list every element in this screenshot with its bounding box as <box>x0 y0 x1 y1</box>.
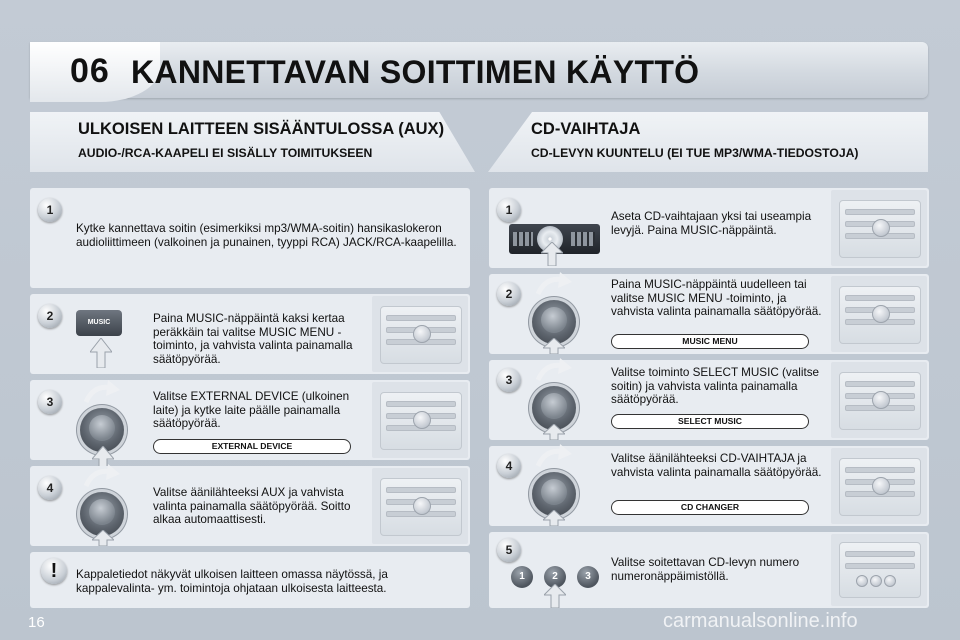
select-music-label: SELECT MUSIC <box>611 414 809 429</box>
step-number-badge: 1 <box>38 198 62 222</box>
step-number-badge: 2 <box>497 282 521 306</box>
external-device-label: EXTERNAL DEVICE <box>153 439 351 454</box>
arrow-up-icon <box>543 510 565 526</box>
step-number-badge: 5 <box>497 538 521 562</box>
step-number-badge: 3 <box>38 390 62 414</box>
radio-face-icon <box>380 306 462 364</box>
warning-icon: ! <box>41 558 67 584</box>
left-section-subtitle: AUDIO-/RCA-KAAPELI EI SISÄLLY TOIMITUKSEEN <box>78 146 373 160</box>
step-number-badge: 2 <box>38 304 62 328</box>
step-number-badge: 1 <box>497 198 521 222</box>
radio-face-icon <box>380 392 462 450</box>
right-section-subtitle: CD-LEVYN KUUNTELU (EI TUE MP3/WMA-TIEDOSTOJA) <box>531 146 859 160</box>
left-section-title: ULKOISEN LAITTEEN SISÄÄNTULOSSA (AUX) <box>78 120 445 138</box>
arrow-up-icon <box>543 424 565 440</box>
rotate-arrow-icon <box>84 380 120 406</box>
chapter-number: 06 <box>70 52 110 90</box>
right-step-3-text: Valitse toiminto SELECT MUSIC (valitse soitin) ja vahvista valinta painamalla säätöpyörää. <box>611 366 820 407</box>
right-step-2-text: Paina MUSIC-näppäintä uudelleen tai valitse MUSIC MENU -toiminto, ja vahvista valinta painamalla säätöpyörää. <box>611 278 822 319</box>
rotate-arrow-icon <box>536 444 572 470</box>
radio-face-icon <box>380 478 462 536</box>
step-number-badge: 3 <box>497 368 521 392</box>
left-step-1-text: Kytke kannettava soitin (esimerkiksi mp3/WMA-soitin) hansikaslokeron audioliittimeen (valkoinen ja punainen, tyyppi RCA) JACK/RCA-kaapelilla. <box>76 222 457 249</box>
number-key-3-icon: 3 <box>577 566 599 588</box>
radio-face-icon <box>839 200 921 258</box>
arrow-up-icon <box>92 530 114 546</box>
left-step-2-text: Paina MUSIC-näppäintä kaksi kertaa peräkkäin tai valitse MUSIC MENU -toiminto, ja vahvista valinta painamalla säätöpyörää. <box>153 312 353 366</box>
radio-face-icon <box>839 372 921 430</box>
step-number-badge: 4 <box>497 454 521 478</box>
rotate-arrow-icon <box>536 358 572 384</box>
right-section-title: CD-VAIHTAJA <box>531 120 641 138</box>
note-text: Kappaletiedot näkyvät ulkoisen laitteen omassa näytössä, ja kappalevalinta- ym. toimintoja ohjataan ulkoisesta laitteesta. <box>76 568 388 595</box>
right-step-5-text: Valitse soitettavan CD-levyn numero numeronäppäimistöllä. <box>611 556 800 583</box>
rotate-arrow-icon <box>84 464 120 490</box>
right-step-4-text: Valitse äänilähteeksi CD-VAIHTAJA ja vahvista valinta painamalla säätöpyörää. <box>611 452 822 479</box>
radio-face-icon <box>839 286 921 344</box>
arrow-up-icon <box>544 584 566 608</box>
music-key-icon: MUSIC <box>76 310 122 336</box>
left-step-4-text: Valitse äänilähteeksi AUX ja vahvista valinta painamalla säätöpyörää. Soitto alkaa automaattisesti. <box>153 486 351 527</box>
music-menu-label: MUSIC MENU <box>611 334 809 349</box>
arrow-up-icon <box>543 338 565 354</box>
number-key-2-icon: 2 <box>544 566 566 588</box>
left-step-3-text: Valitse EXTERNAL DEVICE (ulkoinen laite) ja kytke laite päälle painamalla säätöpyörää. <box>153 390 350 431</box>
radio-face-icon <box>839 458 921 516</box>
page-title: KANNETTAVAN SOITTIMEN KÄYTTÖ <box>131 54 700 90</box>
page-number: 16 <box>28 614 45 631</box>
number-key-1-icon: 1 <box>511 566 533 588</box>
cd-changer-label: CD CHANGER <box>611 500 809 515</box>
rotate-arrow-icon <box>536 272 572 298</box>
arrow-up-icon <box>90 338 112 368</box>
right-step-1-text: Aseta CD-vaihtajaan yksi tai useampia levyjä. Paina MUSIC-näppäintä. <box>611 210 812 237</box>
watermark: carmanualsonline.info <box>663 610 858 632</box>
step-number-badge: 4 <box>38 476 62 500</box>
radio-face-icon <box>839 542 921 598</box>
arrow-up-icon <box>541 242 563 266</box>
